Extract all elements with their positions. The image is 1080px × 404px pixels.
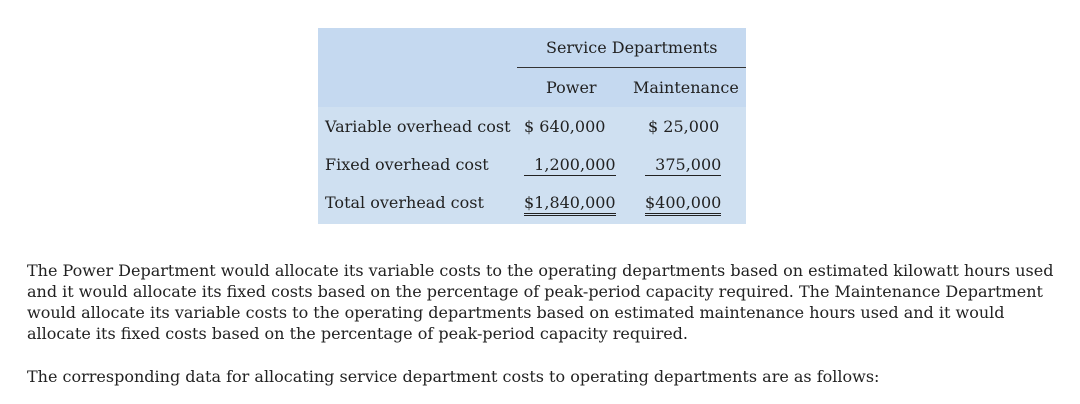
maintenance-total-overhead-value [645,193,721,213]
power-fixed-overhead-underlined [524,155,616,176]
maintenance-total-overhead-text: $400,000 [645,193,721,216]
data-intro-paragraph: The corresponding data for allocating service department costs to operating departments are as follows: [27,367,880,386]
service-departments-header: Service Departments [546,38,718,57]
column-header-maintenance: Maintenance [633,78,739,97]
power-fixed-overhead-value [524,155,616,175]
maintenance-fixed-overhead-text: 375,000 [655,155,722,174]
maintenance-fixed-overhead-value [645,155,721,175]
row-label-variable-overhead: Variable overhead cost [325,117,511,136]
power-total-overhead-value [524,193,616,213]
header-divider [517,67,746,68]
power-total-overhead-text: $1,840,000 [524,193,616,216]
maintenance-variable-overhead-value: $ 25,000 [648,117,720,136]
power-variable-overhead-value: $ 640,000 [524,117,606,136]
row-label-total-overhead: Total overhead cost [325,193,484,212]
row-label-fixed-overhead: Fixed overhead cost [325,155,489,174]
column-header-power: Power [546,78,597,97]
maintenance-fixed-overhead-underlined [645,155,721,176]
allocation-description-paragraph: The Power Department would allocate its variable costs to the operating departments based on estimated kilowatt hours used and it would allocate its fixed costs based on the percentage of peak-period capacity required. The Maintenance Department would allocate its variable costs to the operating departments based on estimated maintenance hours used and it would allocate its fixed costs based on the percentage of peak-period capacity required. [27,261,1054,343]
overhead-cost-table [318,28,746,224]
power-fixed-overhead-text: 1,200,000 [534,155,616,174]
